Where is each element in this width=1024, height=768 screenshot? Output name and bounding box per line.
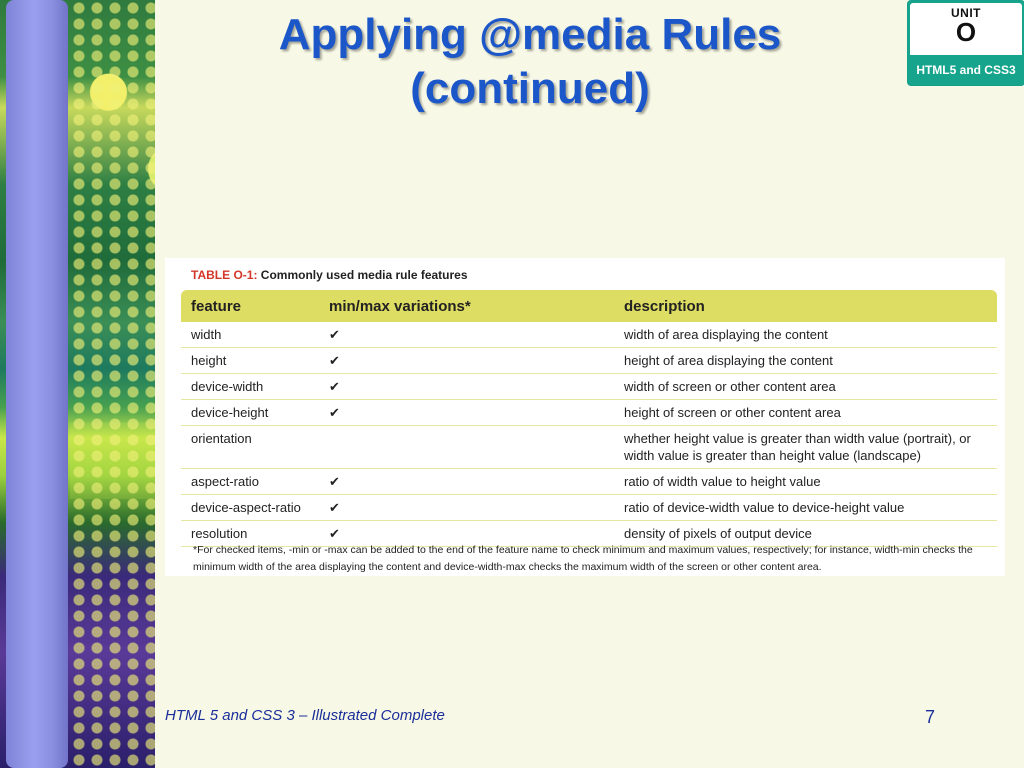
media-features-table [181,290,997,547]
cell-check: ✔ [319,521,614,547]
cell-check: ✔ [319,322,614,348]
decorative-trunk [6,0,68,768]
cell-feature: device-height [181,400,319,426]
slide-title-line2: (continued) [410,64,650,113]
decorative-dots [70,0,155,768]
cell-check [319,426,614,469]
header-description: description [614,290,997,322]
cell-description: ratio of width value to height value [614,469,997,495]
cell-description: width of screen or other content area [614,374,997,400]
footer-text: HTML 5 and CSS 3 – Illustrated Complete [165,707,445,724]
table-row [181,400,997,426]
table-caption-text: Commonly used media rule features [260,268,468,282]
cell-feature: resolution [181,521,319,547]
cell-feature: width [181,322,319,348]
media-features-table-card [165,258,1005,576]
table-footnote: *For checked items, -min or -max can be added to the end of the feature name to check minimum and maximum values, respectively; for instance, width-min checks the minimum width of the area displaying the content and device-width-max checks the maximum width of the screen or other content area. [193,544,973,573]
course-label: HTML5 and CSS3 [916,63,1016,77]
cell-check: ✔ [319,400,614,426]
slide-title-line1: Applying @media Rules [278,10,782,59]
cell-check: ✔ [319,348,614,374]
cell-check: ✔ [319,495,614,521]
cell-feature: device-aspect-ratio [181,495,319,521]
unit-label: UNIT [951,6,981,20]
table-row [181,322,997,348]
table-row [181,426,997,469]
cell-description: whether height value is greater than width value (portrait), or width value is greater than height value (landscape) [614,426,997,469]
table-caption [191,268,468,282]
cell-feature: orientation [181,426,319,469]
cell-description: height of screen or other content area [614,400,997,426]
slide-title [170,8,890,116]
table-caption-label: TABLE O-1: [191,268,258,282]
cell-feature: aspect-ratio [181,469,319,495]
unit-badge [907,0,1024,86]
cell-description: ratio of device-width value to device-height value [614,495,997,521]
table-row [181,348,997,374]
cell-feature: height [181,348,319,374]
table-row [181,469,997,495]
cell-description: density of pixels of output device [614,521,997,547]
table-row [181,374,997,400]
cell-check: ✔ [319,469,614,495]
table-row [181,495,997,521]
unit-number: O [955,17,977,47]
cell-description: width of area displaying the content [614,322,997,348]
cell-description: height of area displaying the content [614,348,997,374]
decorative-side-artwork [0,0,155,768]
cell-feature: device-width [181,374,319,400]
page-number: 7 [925,707,936,727]
header-feature: feature [181,290,319,322]
cell-check: ✔ [319,374,614,400]
table-header-row [181,290,997,322]
unit-badge-top [910,3,1022,55]
header-minmax: min/max variations* [319,290,614,322]
